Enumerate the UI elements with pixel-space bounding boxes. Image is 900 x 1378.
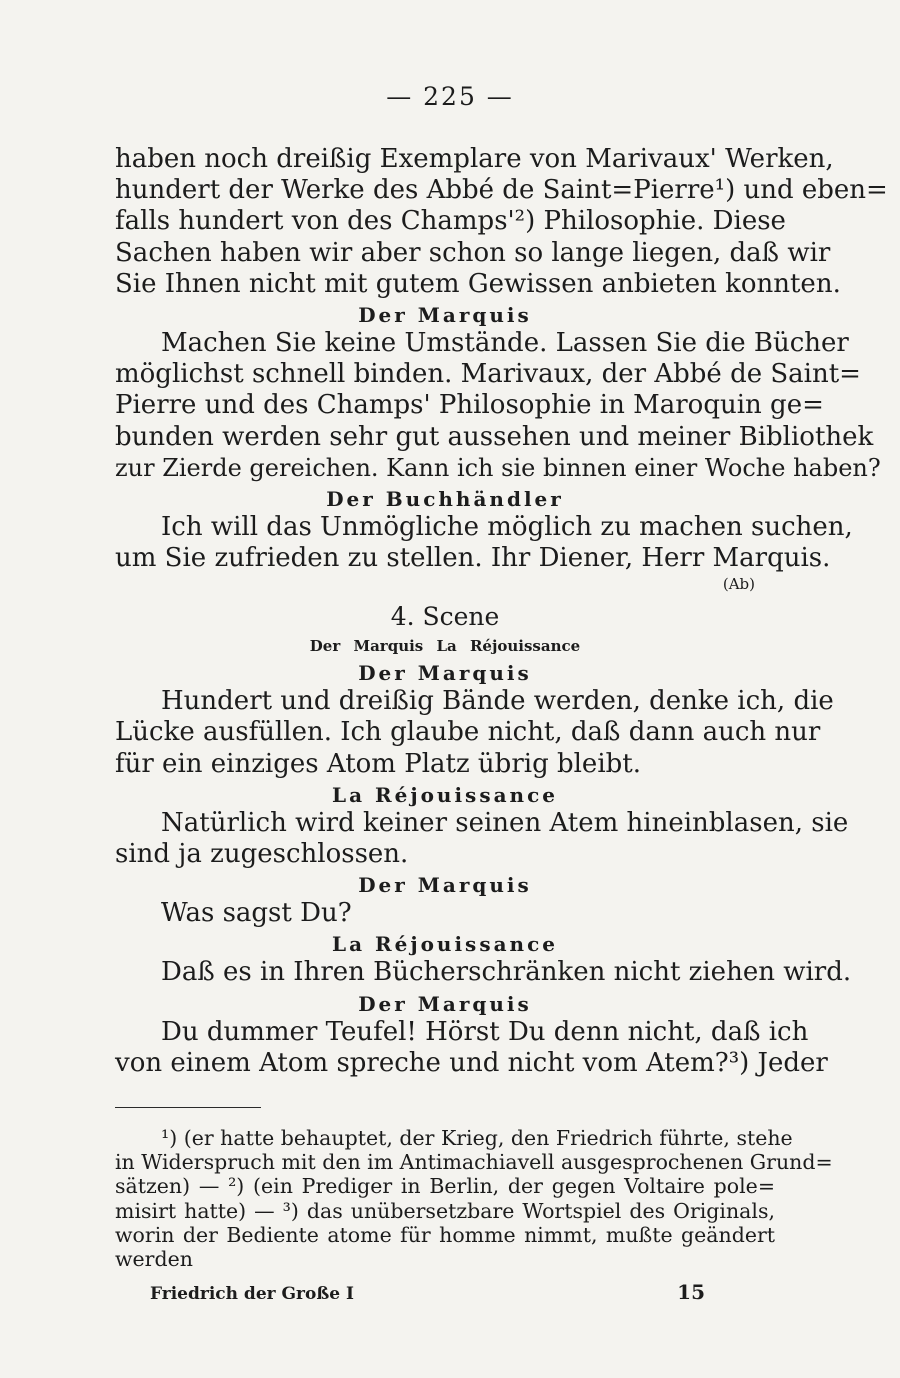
speaker-name: Der Buchhändler	[326, 486, 564, 511]
footnote-divider	[115, 1107, 261, 1108]
text-line: bunden werden sehr gut aussehen und meiner Bibliothek	[115, 421, 874, 452]
signature-title: Friedrich der Große I	[150, 1284, 354, 1304]
text-line: möglichst schnell binden. Marivaux, der Abbé de Saint=	[115, 359, 861, 390]
text-line: Ich will das Unmögliche möglich zu machen suchen,	[161, 511, 853, 542]
footnote-line: in Widerspruch mit den im Antimachiavell ausgesprochenen Grund=	[115, 1150, 833, 1175]
speaker-name: La Réjouissance	[332, 782, 558, 807]
text-line: für ein einziges Atom Platz übrig bleibt.	[115, 748, 641, 779]
text-line: zur Zierde gereichen. Kann ich sie binnen einer Woche haben?	[115, 453, 881, 482]
speaker-name: La Réjouissance	[332, 932, 558, 957]
footnote-line: worin der Bediente atome für homme nimmt, mußte geändert	[115, 1222, 775, 1247]
footnote-line: werden	[115, 1246, 193, 1271]
footnote-line: misirt hatte) — ³) das unübersetzbare Wortspiel des Originals,	[115, 1198, 775, 1223]
text-line: Sachen haben wir aber schon so lange liegen, daß wir	[115, 237, 831, 268]
text-line: hundert der Werke des Abbé de Saint=Pierre¹) und eben=	[115, 175, 888, 206]
text-line: Was sagst Du?	[161, 898, 352, 929]
text-line: Sie Ihnen nicht mit gutem Gewissen anbieten konnten.	[115, 268, 841, 299]
speaker-name: Der Marquis	[358, 302, 532, 327]
footnote-line: ¹) (er hatte behauptet, der Krieg, den Friedrich führte, stehe	[161, 1126, 793, 1150]
text-line: Hundert und dreißig Bände werden, denke ich, die	[161, 686, 834, 717]
main-text	[115, 144, 888, 1079]
text-line: Lücke ausfüllen. Ich glaube nicht, daß dann auch nur	[115, 717, 821, 748]
speaker-name: Der Marquis	[358, 661, 532, 686]
signature-number: 15	[677, 1280, 705, 1304]
text-line: falls hundert von des Champs'²) Philosophie. Diese	[115, 206, 786, 237]
footnotes	[115, 1126, 833, 1271]
page-number: — 225 —	[386, 82, 514, 111]
page-footer	[150, 1280, 705, 1304]
scene-title: 4. Scene	[390, 602, 500, 632]
stage-direction: (Ab)	[722, 575, 755, 594]
text-line: Machen Sie keine Umstände. Lassen Sie die Bücher	[161, 327, 849, 358]
speaker-name: Der Marquis	[358, 991, 532, 1016]
text-line: Pierre und des Champs' Philosophie in Maroquin ge=	[115, 390, 824, 421]
text-line: haben noch dreißig Exemplare von Marivaux' Werken,	[115, 144, 834, 174]
scene-persons: Der Marquis La Réjouissance	[309, 637, 581, 656]
text-line: um Sie zufrieden zu stellen. Ihr Diener, Herr Marquis.	[115, 543, 831, 574]
text-line: Daß es in Ihren Bücherschränken nicht ziehen wird.	[161, 957, 852, 988]
text-line: sind ja zugeschlossen.	[115, 839, 409, 869]
text-line: Natürlich wird keiner seinen Atem hineinblasen, sie	[161, 807, 849, 838]
footnote-line: sätzen) — ²) (ein Prediger in Berlin, der gegen Voltaire pole=	[115, 1174, 775, 1199]
text-line: von einem Atom spreche und nicht vom Atem?³) Jeder	[115, 1047, 828, 1078]
text-line: Du dummer Teufel! Hörst Du denn nicht, daß ich	[161, 1016, 809, 1047]
speaker-name: Der Marquis	[358, 873, 532, 898]
